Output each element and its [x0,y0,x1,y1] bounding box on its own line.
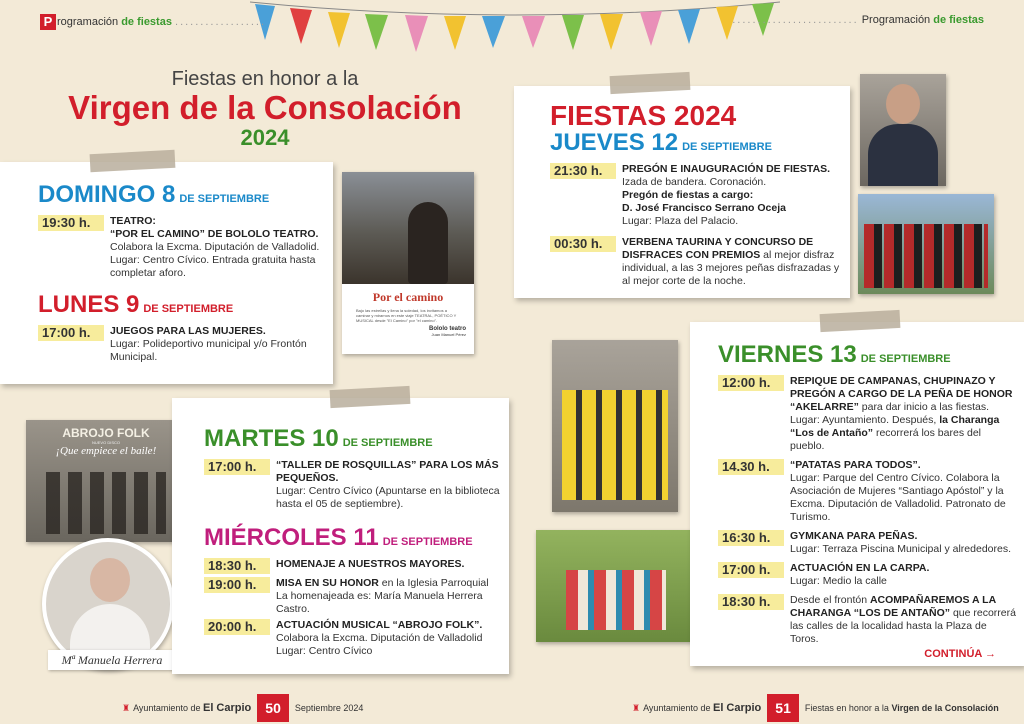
footer-right: ♜ Ayuntamiento de El Carpio 51 Fiestas en honor a la Virgen de la Consolación [632,694,999,722]
day-viernes: VIERNES 13 DE SEPTIEMBRE [718,341,951,368]
footer-left: ♜ Ayuntamiento de El Carpio 50 Septiembre 2024 [122,694,363,722]
page-title: Fiestas en honor a la Virgen de la Consolación 2024 [68,68,462,150]
card-martes-miercoles [172,398,509,674]
event-misa: 19:00 h. MISA EN SU HONOR en la Iglesia Parroquial La homenajeada es: María Manuela Herrera Castro. [204,577,501,616]
event-homenaje: 18:30 h. HOMENAJE A NUESTROS MAYORES. [204,558,501,574]
day-domingo: DOMINGO 8 DE SEPTIEMBRE [38,181,270,208]
event-rosquillas: 17:00 h. “TALLER DE ROSQUILLAS” PARA LOS MÁS PEQUEÑOS. Lugar: Centro Cívico (Apuntarse en la biblioteca hasta el 05 de septiembre). [204,459,501,511]
event-verbena: 00:30 h. VERBENA TAURINA Y CONCURSO DE DISFRACES CON PREMIOS al mejor disfraz individual, a las 3 mejores peñas disfrazadas y al mejor corte de la noche. [550,236,842,288]
honoree-caption: Mª Manuela Herrera [48,650,176,670]
event-pregon: 21:30 h. PREGÓN E INAUGURACIÓN DE FIESTAS. Izada de bandera. Coronación. Pregón de fiestas a cargo: D. José Francisco Serrano Oceja Lugar: Plaza del Palacio. [550,163,842,228]
page-number-right: 51 [767,694,799,722]
day-lunes: LUNES 9 DE SEPTIEMBRE [38,291,234,318]
continua-link[interactable]: CONTINÚA → [924,648,996,660]
day-jueves: JUEVES 12 DE SEPTIEMBRE [550,129,772,156]
girls-photo [552,340,678,512]
event-teatro: 19:30 h. TEATRO: “POR EL CAMINO” DE BOLOLO TEATRO. Colabora la Excma. Diputación de Valladolid. Lugar: Centro Cívico. Entrada gratuita hasta completar aforo. [38,215,323,280]
band-photo: ABROJO FOLK NUEVO DISCO ¡Que empiece el baile! [26,420,186,542]
card-jueves: FIESTAS 2024 JUEVES 12 DE SEPTIEMBRE 21:30 h. PREGÓN E INAUGURACIÓN DE FIESTAS. Izada de bandera. Coronación. Pregón de fiestas a cargo: D. José Francisco Serrano Oceja Lugar: Plaza del Palacio. 00:30 h. VERBENA TAURINA Y CONCURSO DE DISFRACES CON PREMIOS al mejor disfraz individual, a las 3 mejores peñas disfrazadas y al mejor corte de la noche. [514,86,850,298]
day-martes: MARTES 10 DE SEPTIEMBRE [204,425,433,452]
bunting-decoration [250,0,780,60]
card-domingo-lunes [0,162,333,384]
event-juegos: 17:00 h. JUEGOS PARA LAS MUJERES. Lugar: Polideportivo municipal y/o Frontón Municipal. [38,325,323,364]
header-left: P rogramación de fiestas .................. [40,14,266,30]
day-miercoles: MIÉRCOLES 11 DE SEPTIEMBRE [204,524,473,551]
crest-icon: ♜ [632,702,641,713]
speaker-photo [860,74,946,186]
header-right: ......................... Programación de fiestas [732,14,984,26]
crest-icon: ♜ [122,702,131,713]
event-carpa: 17:00 h. ACTUACIÓN EN LA CARPA. Lugar: Medio la calle [718,562,1016,588]
event-patatas: 14.30 h. “PATATAS PARA TODOS”. Lugar: Parque del Centro Cívico. Colabora la Asociación de Mujeres “Santiago Apóstol” y la Excma. Diputación de Valladolid. Patronato de Turismo. [718,459,1016,524]
event-charanga: 18:30 h. Desde el frontón ACOMPAÑAREMOS A LA CHARANGA “LOS DE ANTAÑO” que recorrerá las calles de la localidad hasta la Plaza de Toros. [718,594,1016,646]
page-number-left: 50 [257,694,289,722]
event-abrojo: 20:00 h. ACTUACIÓN MUSICAL “ABROJO FOLK”. Colabora la Excma. Diputación de Valladolid Lugar: Centro Cívico [204,619,501,658]
outdoor-photo [536,530,698,642]
group-costume-photo [858,194,994,294]
poster-por-el-camino: Por el camino Bajo las estrellas y llena la soledad, los invitamos a caminar y mirarnos en este viaje TEATRAL, POÉTICO Y MUSICAL desde "El Camino" por "el camino". Bololo teatro Juan Manuel Pérez [342,172,474,354]
card-viernes [690,322,1024,666]
event-gymkana: 16:30 h. GYMKANA PARA PEÑAS. Lugar: Terraza Piscina Municipal y alrededores. [718,530,1016,556]
event-repique: 12:00 h. REPIQUE DE CAMPANAS, CHUPINAZO Y PREGÓN A CARGO DE LA PEÑA DE HONOR “AKELARRE” para dar inicio a las fiestas. Lugar: Ayuntamiento. Después, la Charanga “Los de Antaño” recorrerá los bares del pueblo. [718,375,1016,453]
